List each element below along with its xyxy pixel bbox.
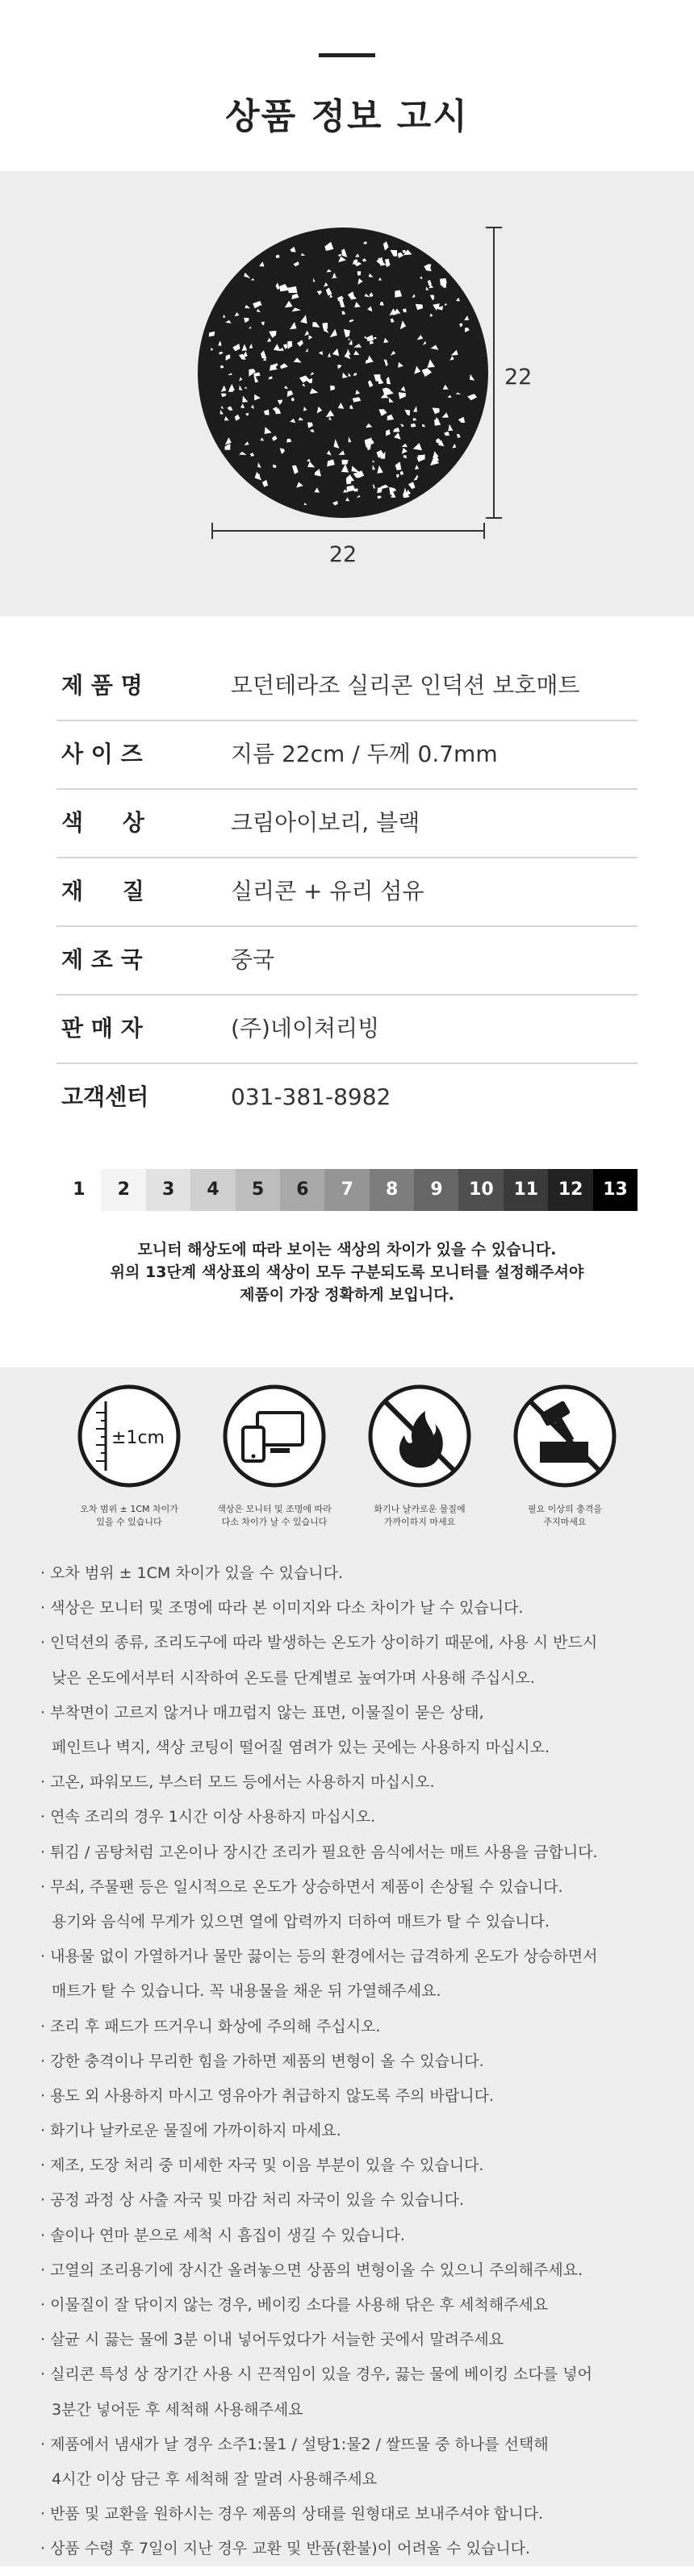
caption-line: 오차 범위 ± 1CM 차이가 [80, 1504, 178, 1514]
no-impact-icon [512, 1384, 617, 1488]
terrazzo-chip [357, 271, 362, 275]
header [0, 0, 694, 171]
product-illustration [0, 171, 694, 616]
color-scale-cell: 6 [280, 1169, 325, 1211]
notice-line: · 고온, 파워모드, 부스터 모드 등에서는 사용하지 마십시오. [40, 1773, 435, 1792]
caption-line: 가까이하지 마세요 [383, 1517, 456, 1527]
info-row-product-name [56, 651, 638, 721]
notice-line-continued: 낮은 온도에서부터 시작하여 온도를 단계별로 높여가며 사용해 주십시오. [52, 1668, 535, 1687]
info-label: 판 매 자 [61, 1015, 143, 1042]
caption-line: 화기나 날카로운 물질에 [374, 1504, 466, 1514]
scale-note-line2: 위의 13단계 색상표의 색상이 모두 구분되도록 모니터를 설정해주셔야 [110, 1263, 584, 1281]
notice-line: · 공정 과정 상 사출 자국 및 마감 처리 자국이 있을 수 있습니다. [40, 2191, 465, 2210]
caution-caption [351, 1503, 488, 1529]
scale-note-line1: 모니터 해상도에 따라 보이는 색상의 차이가 있을 수 있습니다. [137, 1241, 557, 1259]
notice-line: · 실리콘 특성 상 장기간 사용 시 끈적임이 있을 경우, 끓는 물에 베이킹 소다를 넣어 [40, 2365, 592, 2384]
notice-item [40, 1948, 662, 2018]
info-value: 실리콘 + 유리 섬유 [231, 878, 424, 904]
notice-item [40, 1809, 662, 1843]
notice-line: · 내용물 없이 가열하거나 물만 끓이는 등의 환경에서는 급격하게 온도가 상승하면서 [40, 1948, 598, 1966]
info-row-customer-center [56, 1063, 638, 1131]
caution-caption [206, 1503, 343, 1529]
notice-item [40, 1879, 662, 1948]
notice-line: · 부착면이 고르지 않거나 매끄럽지 않는 표면, 이물질이 묻은 상태, [40, 1703, 484, 1722]
info-row-material [56, 857, 638, 927]
info-row-seller [56, 994, 638, 1064]
color-scale-cell: 13 [593, 1169, 638, 1211]
notice-item [40, 2019, 662, 2053]
notice-line: · 오차 범위 ± 1CM 차이가 있을 수 있습니다. [40, 1564, 344, 1582]
height-label: 22 [504, 365, 533, 390]
notice-item [40, 2366, 662, 2436]
color-scale-cell: 2 [101, 1169, 146, 1211]
notice-line: · 제조, 도장 처리 중 미세한 자국 및 이음 부분이 있을 수 있습니다. [40, 2156, 484, 2175]
notice-line: · 튀김 / 곰탕처럼 고온이나 장시간 조리가 필요한 음식에서는 매트 사용을 금합니다. [40, 1843, 598, 1861]
page-title: 상품 정보 고시 [225, 96, 469, 137]
notice-item [40, 1600, 662, 1635]
notice-line: · 살균 시 끓는 물에 3분 이내 넣어두었다가 서늘한 곳에서 말려주세요 [40, 2331, 504, 2349]
notice-line-continued: 용기와 음식에 무게가 있으면 열에 압력까지 더하여 매트가 탈 수 있습니다. [52, 1912, 550, 1931]
notice-line-continued: 매트가 탈 수 있습니다. 꼭 내용물을 채운 뒤 가열해주세요. [52, 1982, 441, 2001]
caution-item-impact [508, 1384, 621, 1537]
notice-line: · 이물질이 잘 닦이지 않는 경우, 베이킹 소다를 사용해 닦은 후 세척해주세요 [40, 2296, 549, 2314]
caution-caption [61, 1503, 198, 1529]
info-value: 크림아이보리, 블랙 [231, 809, 420, 836]
info-label: 사 이 즈 [61, 741, 143, 767]
info-row-size [56, 720, 638, 790]
notice-line: · 인덕션의 종류, 조리도구에 따라 발생하는 온도가 상이하기 때문에, 사용 시 반드시 [40, 1634, 598, 1652]
notice-item [40, 2506, 662, 2541]
scale-note-line3: 제품이 가장 정확하게 보입니다. [240, 1286, 454, 1304]
notice-item [40, 2262, 662, 2297]
info-label: 고객센터 [61, 1083, 149, 1110]
color-scale-cell: 12 [548, 1169, 593, 1211]
notice-line-continued: 4시간 이상 담근 후 세척해 잘 말려 사용해주세요 [52, 2470, 378, 2488]
no-fire-icon [367, 1384, 472, 1488]
color-scale-cell: 10 [458, 1169, 504, 1211]
notice-item [40, 2192, 662, 2227]
notice-item [40, 2436, 662, 2506]
info-label: 재 질 [61, 878, 144, 904]
caution-item-fire [363, 1384, 476, 1537]
notice-line: · 화기나 날카로운 물질에 가까이하지 마세요. [40, 2122, 341, 2140]
color-scale-cell: 11 [504, 1169, 549, 1211]
notice-item [40, 2123, 662, 2157]
color-scale-cell: 8 [370, 1169, 415, 1211]
title-accent-bar [319, 53, 375, 57]
notice-line: · 강한 충격이나 무리한 힘을 가하면 제품의 변형이 올 수 있습니다. [40, 2052, 484, 2070]
info-value: 지름 22cm / 두께 0.7mm [231, 741, 498, 767]
notice-item [40, 2053, 662, 2088]
notice-item [40, 2332, 662, 2366]
notice-line: · 상품 수령 후 7일이 지난 경우 교환 및 반품(환불)이 어려울 수 있습니다. [40, 2540, 531, 2558]
notice-item [40, 1635, 662, 1704]
caption-line: 필요 이상의 충격을 [527, 1504, 602, 1514]
notice-line-continued: 3분간 넣어둔 후 세척해 사용해주세요 [52, 2400, 303, 2419]
monitor-phone-icon [222, 1384, 327, 1488]
color-scale-cell: 4 [190, 1169, 236, 1211]
caution-section [0, 1367, 694, 2566]
notice-item [40, 1774, 662, 1809]
info-label: 제 조 국 [61, 946, 143, 973]
info-value: 중국 [231, 946, 275, 973]
info-label: 색 상 [61, 809, 144, 836]
info-value: 모던테라조 실리콘 인덕션 보호매트 [231, 672, 580, 699]
caution-item-color [218, 1384, 331, 1537]
notice-item [40, 1705, 662, 1774]
notice-line: · 솔이나 연마 분으로 세척 시 흠집이 생길 수 있습니다. [40, 2226, 405, 2244]
info-label: 제 품 명 [61, 672, 143, 699]
color-scale [56, 1169, 638, 1211]
notice-line: · 고열의 조리용기에 장시간 올려놓으면 상품의 변형이올 수 있으니 주의해주세요. [40, 2261, 583, 2279]
notice-line: · 조리 후 패드가 뜨거우니 화상에 주의해 주십시오. [40, 2017, 381, 2035]
notice-item [40, 2227, 662, 2262]
color-scale-cell: 1 [56, 1169, 102, 1211]
notice-list [40, 1565, 662, 2576]
info-row-color [56, 788, 638, 858]
notice-line: · 용도 외 사용하지 마시고 영유아가 취급하지 않도록 주의 바랍니다. [40, 2086, 494, 2105]
caption-line: 다소 차이가 날 수 있습니다 [221, 1517, 328, 1527]
caption-line: 있을 수 있습니다 [96, 1517, 162, 1527]
info-value: (주)네이쳐리빙 [231, 1015, 380, 1042]
info-table [0, 616, 694, 1153]
notice-line: · 연속 조리의 경우 1시간 이상 사용하지 마십시오. [40, 1808, 376, 1827]
info-row-origin [56, 925, 638, 996]
caption-line: 주지마세요 [543, 1517, 587, 1527]
notice-item [40, 2088, 662, 2123]
notice-line: · 제품에서 냄새가 날 경우 소주1:물1 / 설탕1:물2 / 쌀뜨물 중 하나를 선택해 [40, 2435, 549, 2453]
notice-line: · 반품 및 교환을 원하시는 경우 제품의 상태를 원형대로 보내주셔야 합니다. [40, 2505, 544, 2524]
ruler-icon [77, 1384, 182, 1488]
notice-line: · 색상은 모니터 및 조명에 따라 본 이미지와 다소 차이가 날 수 있습니다. [40, 1599, 524, 1618]
notice-line: · 무쇠, 주물팬 등은 일시적으로 온도가 상승하면서 제품이 손상될 수 있습니다. [40, 1877, 563, 1896]
notice-item [40, 2297, 662, 2332]
info-value: 031-381-8982 [231, 1083, 391, 1110]
tolerance-text: ±1cm [111, 1428, 165, 1448]
color-scale-cell: 9 [414, 1169, 459, 1211]
notice-line-continued: 페인트나 벽지, 색상 코팅이 떨어질 염려가 있는 곳에는 사용하지 마십시오. [52, 1738, 550, 1756]
caution-item-tolerance [73, 1384, 186, 1537]
notice-item [40, 2157, 662, 2192]
width-label: 22 [328, 542, 357, 567]
notice-item [40, 2541, 662, 2575]
notice-item [40, 1844, 662, 1879]
color-scale-cell: 5 [236, 1169, 281, 1211]
color-scale-cell: 7 [324, 1169, 370, 1211]
color-scale-cell: 3 [146, 1169, 191, 1211]
notice-item [40, 1565, 662, 1600]
color-scale-section [0, 1153, 694, 1367]
caption-line: 색상은 모니터 및 조명에 따라 [217, 1504, 332, 1514]
caution-caption [496, 1503, 633, 1529]
